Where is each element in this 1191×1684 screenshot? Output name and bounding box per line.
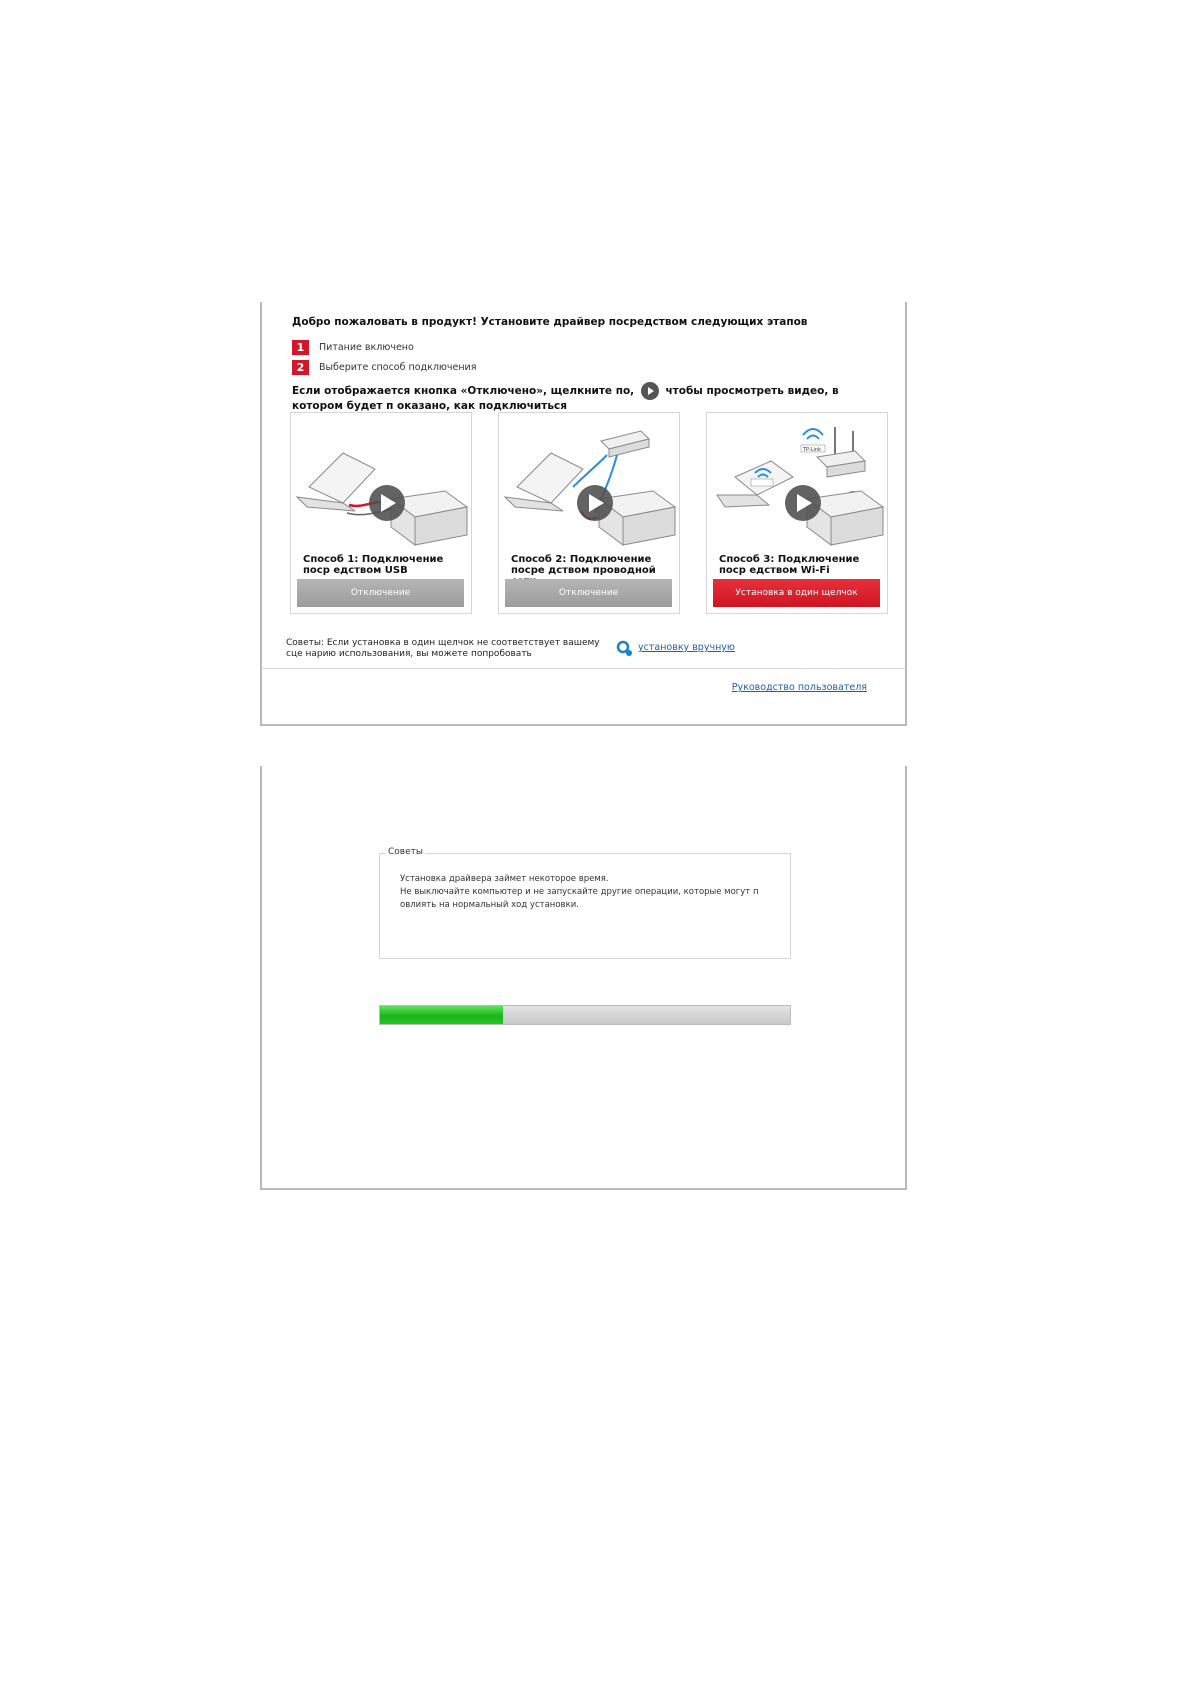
disabled-button-usb[interactable]: Отключение bbox=[297, 579, 464, 607]
method-caption: Способ 3: Подключение поср едством Wi-Fi bbox=[719, 554, 860, 576]
step-2 bbox=[292, 360, 476, 375]
installing-window bbox=[260, 766, 907, 1190]
step-label: Питание включено bbox=[319, 342, 414, 353]
method-caption: Способ 1: Подключение поср едством USB bbox=[303, 554, 444, 576]
play-icon bbox=[641, 382, 659, 400]
usb-illustration bbox=[291, 417, 471, 552]
method-card-wifi[interactable] bbox=[706, 412, 888, 614]
step-number: 1 bbox=[292, 340, 309, 355]
installer-welcome-window bbox=[260, 302, 907, 726]
method-card-wired[interactable] bbox=[498, 412, 680, 614]
method-caption: Способ 2: Подключение посре дством проводной bbox=[511, 554, 656, 576]
welcome-title: Добро пожаловать в продукт! Установите драйвер посредством следующих этапов bbox=[292, 316, 808, 328]
tips-line: овлиять на нормальный ход установки. bbox=[400, 900, 579, 910]
wired-illustration bbox=[499, 417, 679, 552]
divider bbox=[262, 668, 905, 669]
one-click-install-button[interactable]: Установка в один щелчок bbox=[713, 579, 880, 607]
tips-text: Советы: Если установка в один щелчок не соответствует вашему сце нарию использования, вы можете попробовать bbox=[286, 638, 600, 659]
step-1 bbox=[292, 340, 414, 355]
progress-fill bbox=[380, 1006, 503, 1024]
tips-line: Установка драйвера займет некоторое время. bbox=[400, 874, 609, 884]
step-label: Выберите способ подключения bbox=[319, 362, 477, 373]
tips-title: Советы bbox=[388, 847, 423, 857]
tips-line: Не выключайте компьютер и не запускайте другие операции, которые могут п bbox=[400, 887, 759, 897]
gear-search-icon bbox=[616, 640, 634, 658]
hint-text-before: Если отображается кнопка «Отключено», щелкните по, bbox=[292, 385, 635, 397]
step-number: 2 bbox=[292, 360, 309, 375]
wifi-illustration bbox=[707, 417, 887, 552]
disabled-button-wired[interactable]: Отключение bbox=[505, 579, 672, 607]
install-progress-bar bbox=[379, 1005, 791, 1025]
user-guide-link[interactable]: Руководство пользователя bbox=[731, 682, 867, 693]
method-card-usb[interactable] bbox=[290, 412, 472, 614]
router-label: TP-Link bbox=[803, 447, 822, 453]
hint-text-after: чтобы просмотреть видео, в котором будет п оказано, как подключиться bbox=[292, 385, 839, 412]
video-hint bbox=[292, 382, 892, 412]
manual-install-link[interactable]: установку вручную bbox=[638, 642, 735, 653]
tips-group bbox=[379, 847, 791, 959]
